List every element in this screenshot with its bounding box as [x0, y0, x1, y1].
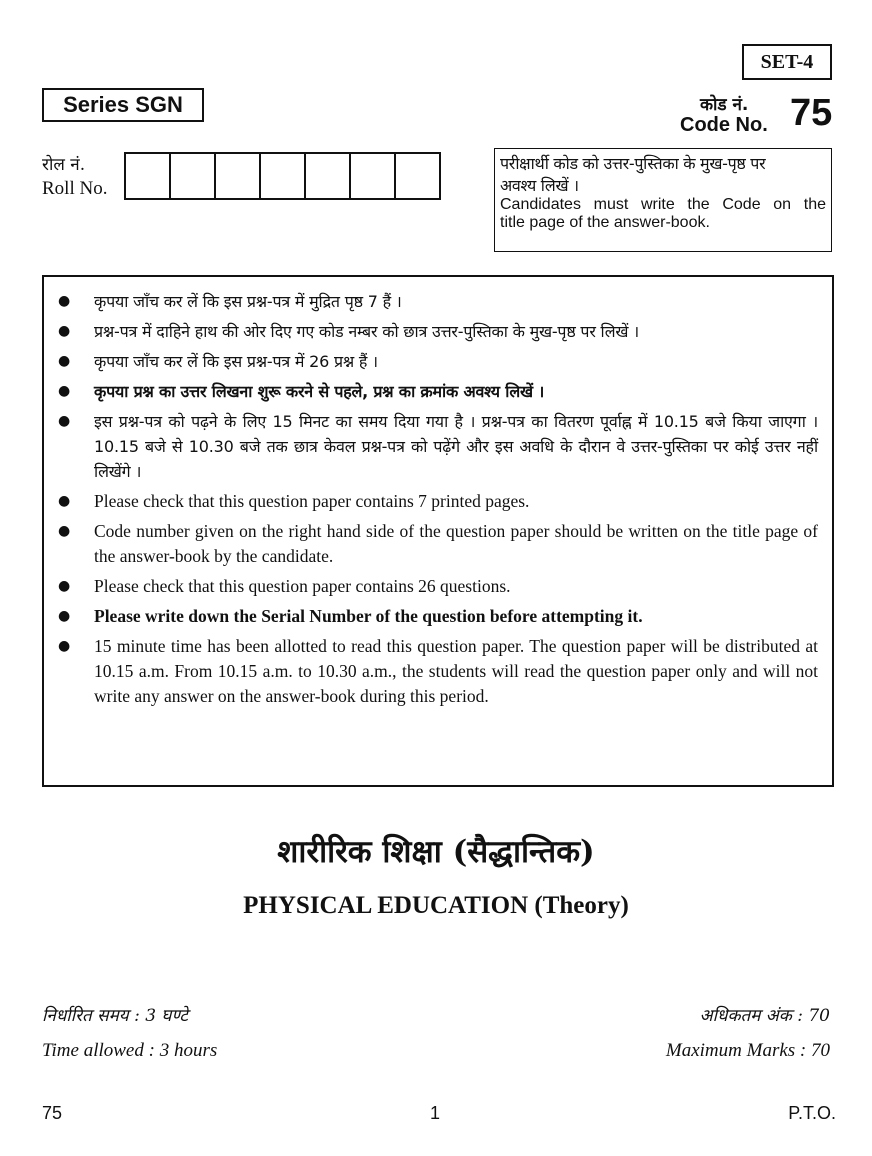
- bullet-icon: ●: [58, 493, 71, 509]
- instruction-text: Please check that this question paper contains 7 printed pages.: [94, 491, 530, 511]
- bullet-icon: ●: [58, 323, 71, 339]
- set-label: SET-4: [742, 44, 832, 80]
- subject-title-english: PHYSICAL EDUCATION (Theory): [243, 892, 629, 919]
- instruction-item: [56, 319, 818, 344]
- instruction-item: [56, 574, 818, 599]
- roll-number-box: [259, 152, 306, 200]
- roll-number-box: [169, 152, 216, 200]
- maximum-marks-hindi: अधिकतम अंक : 70: [699, 1006, 830, 1026]
- code-label-hindi: कोड नं.: [700, 95, 749, 115]
- bullet-icon: ●: [58, 413, 71, 429]
- footer-page-number: 1: [430, 1103, 441, 1123]
- instructions-list: [56, 289, 818, 709]
- footer-code: 75: [42, 1103, 63, 1123]
- roll-number-box: [304, 152, 351, 200]
- instructions-box: [42, 275, 834, 787]
- bullet-icon: ●: [58, 638, 71, 654]
- roll-number-boxes: [124, 152, 441, 200]
- instruction-text: प्रश्न-पत्र में दाहिने हाथ की ओर दिए गए कोड नम्बर को छात्र उत्तर-पुस्तिका के मुख-पृष्ठ पर लिखें ।: [94, 322, 639, 341]
- bullet-icon: ●: [58, 353, 71, 369]
- instruction-item: [56, 349, 818, 374]
- instruction-text: Please write down the Serial Number of the question before attempting it.: [94, 606, 643, 626]
- instruction-text: Please check that this question paper contains 26 questions.: [94, 576, 511, 596]
- instruction-text: कृपया प्रश्न का उत्तर लिखना शुरू करने से पहले, प्रश्न का क्रमांक अवश्य लिखें ।: [94, 382, 545, 401]
- bullet-icon: ●: [58, 578, 71, 594]
- instruction-item: [56, 604, 818, 629]
- instruction-text: कृपया जाँच कर लें कि इस प्रश्न-पत्र में 26 प्रश्न हैं ।: [94, 352, 378, 371]
- candidate-note-hindi-line-2: अवश्य लिखें ।: [500, 176, 579, 195]
- candidate-note-hindi-line-1: परीक्षार्थी कोड को उत्तर-पुस्तिका के मुख-पृष्ठ पर: [500, 154, 766, 173]
- code-label-english: Code No.: [680, 114, 768, 136]
- maximum-marks-english: Maximum Marks : 70: [665, 1040, 830, 1061]
- subject-title-hindi: शारीरिक शिक्षा (सैद्धान्तिक): [277, 834, 595, 870]
- instruction-item: [56, 634, 818, 709]
- instruction-text: कृपया जाँच कर लें कि इस प्रश्न-पत्र में मुद्रित पृष्ठ 7 हैं ।: [94, 292, 402, 311]
- instruction-text: Code number given on the right hand side of the question paper should be written on the title page of the answer-book by the candidate.: [94, 521, 818, 566]
- bullet-icon: ●: [58, 523, 71, 539]
- series-label: Series SGN: [42, 88, 204, 122]
- time-allowed-english: Time allowed : 3 hours: [42, 1040, 218, 1061]
- code-number: 75: [790, 92, 833, 134]
- instruction-item: [56, 409, 818, 484]
- instruction-item: [56, 489, 818, 514]
- instruction-item: [56, 519, 818, 569]
- time-allowed-hindi: निर्धारित समय : 3 घण्टे: [42, 1006, 188, 1026]
- roll-number-box: [124, 152, 171, 200]
- footer-pto: P.T.O.: [788, 1103, 836, 1123]
- bullet-icon: ●: [58, 293, 71, 309]
- bullet-icon: ●: [58, 608, 71, 624]
- instruction-item: [56, 289, 818, 314]
- roll-number-box: [394, 152, 441, 200]
- candidate-note-english-line-1: Candidates must write the Code on the: [500, 196, 826, 213]
- roll-label-english: Roll No.: [42, 178, 108, 199]
- candidate-note-box: [494, 148, 832, 252]
- bullet-icon: ●: [58, 383, 71, 399]
- candidate-note-english-line-2: title page of the answer-book.: [500, 214, 710, 231]
- roll-label-hindi: रोल नं.: [42, 155, 86, 175]
- instruction-text: 15 minute time has been allotted to read this question paper. The question paper will be distributed at 10.15 a.m. From 10.15 a.m. to 10.30 a.m., the students will read the question paper only and will not write any answer on the answer-book during this period.: [94, 636, 818, 706]
- roll-number-box: [349, 152, 396, 200]
- instruction-item: [56, 379, 818, 404]
- roll-number-box: [214, 152, 261, 200]
- instruction-text: इस प्रश्न-पत्र को पढ़ने के लिए 15 मिनट का समय दिया गया है । प्रश्न-पत्र का वितरण पूर्वाह्न में 10.15 बजे किया जाएगा । 10.15 बजे से 10.30 बजे तक छात्र केवल प्रश्न-पत्र को पढ़ेंगे और इस अवधि के दौरान वे उत्तर-पुस्तिका पर कोई उत्तर नहीं लिखेंगे ।: [94, 412, 818, 481]
